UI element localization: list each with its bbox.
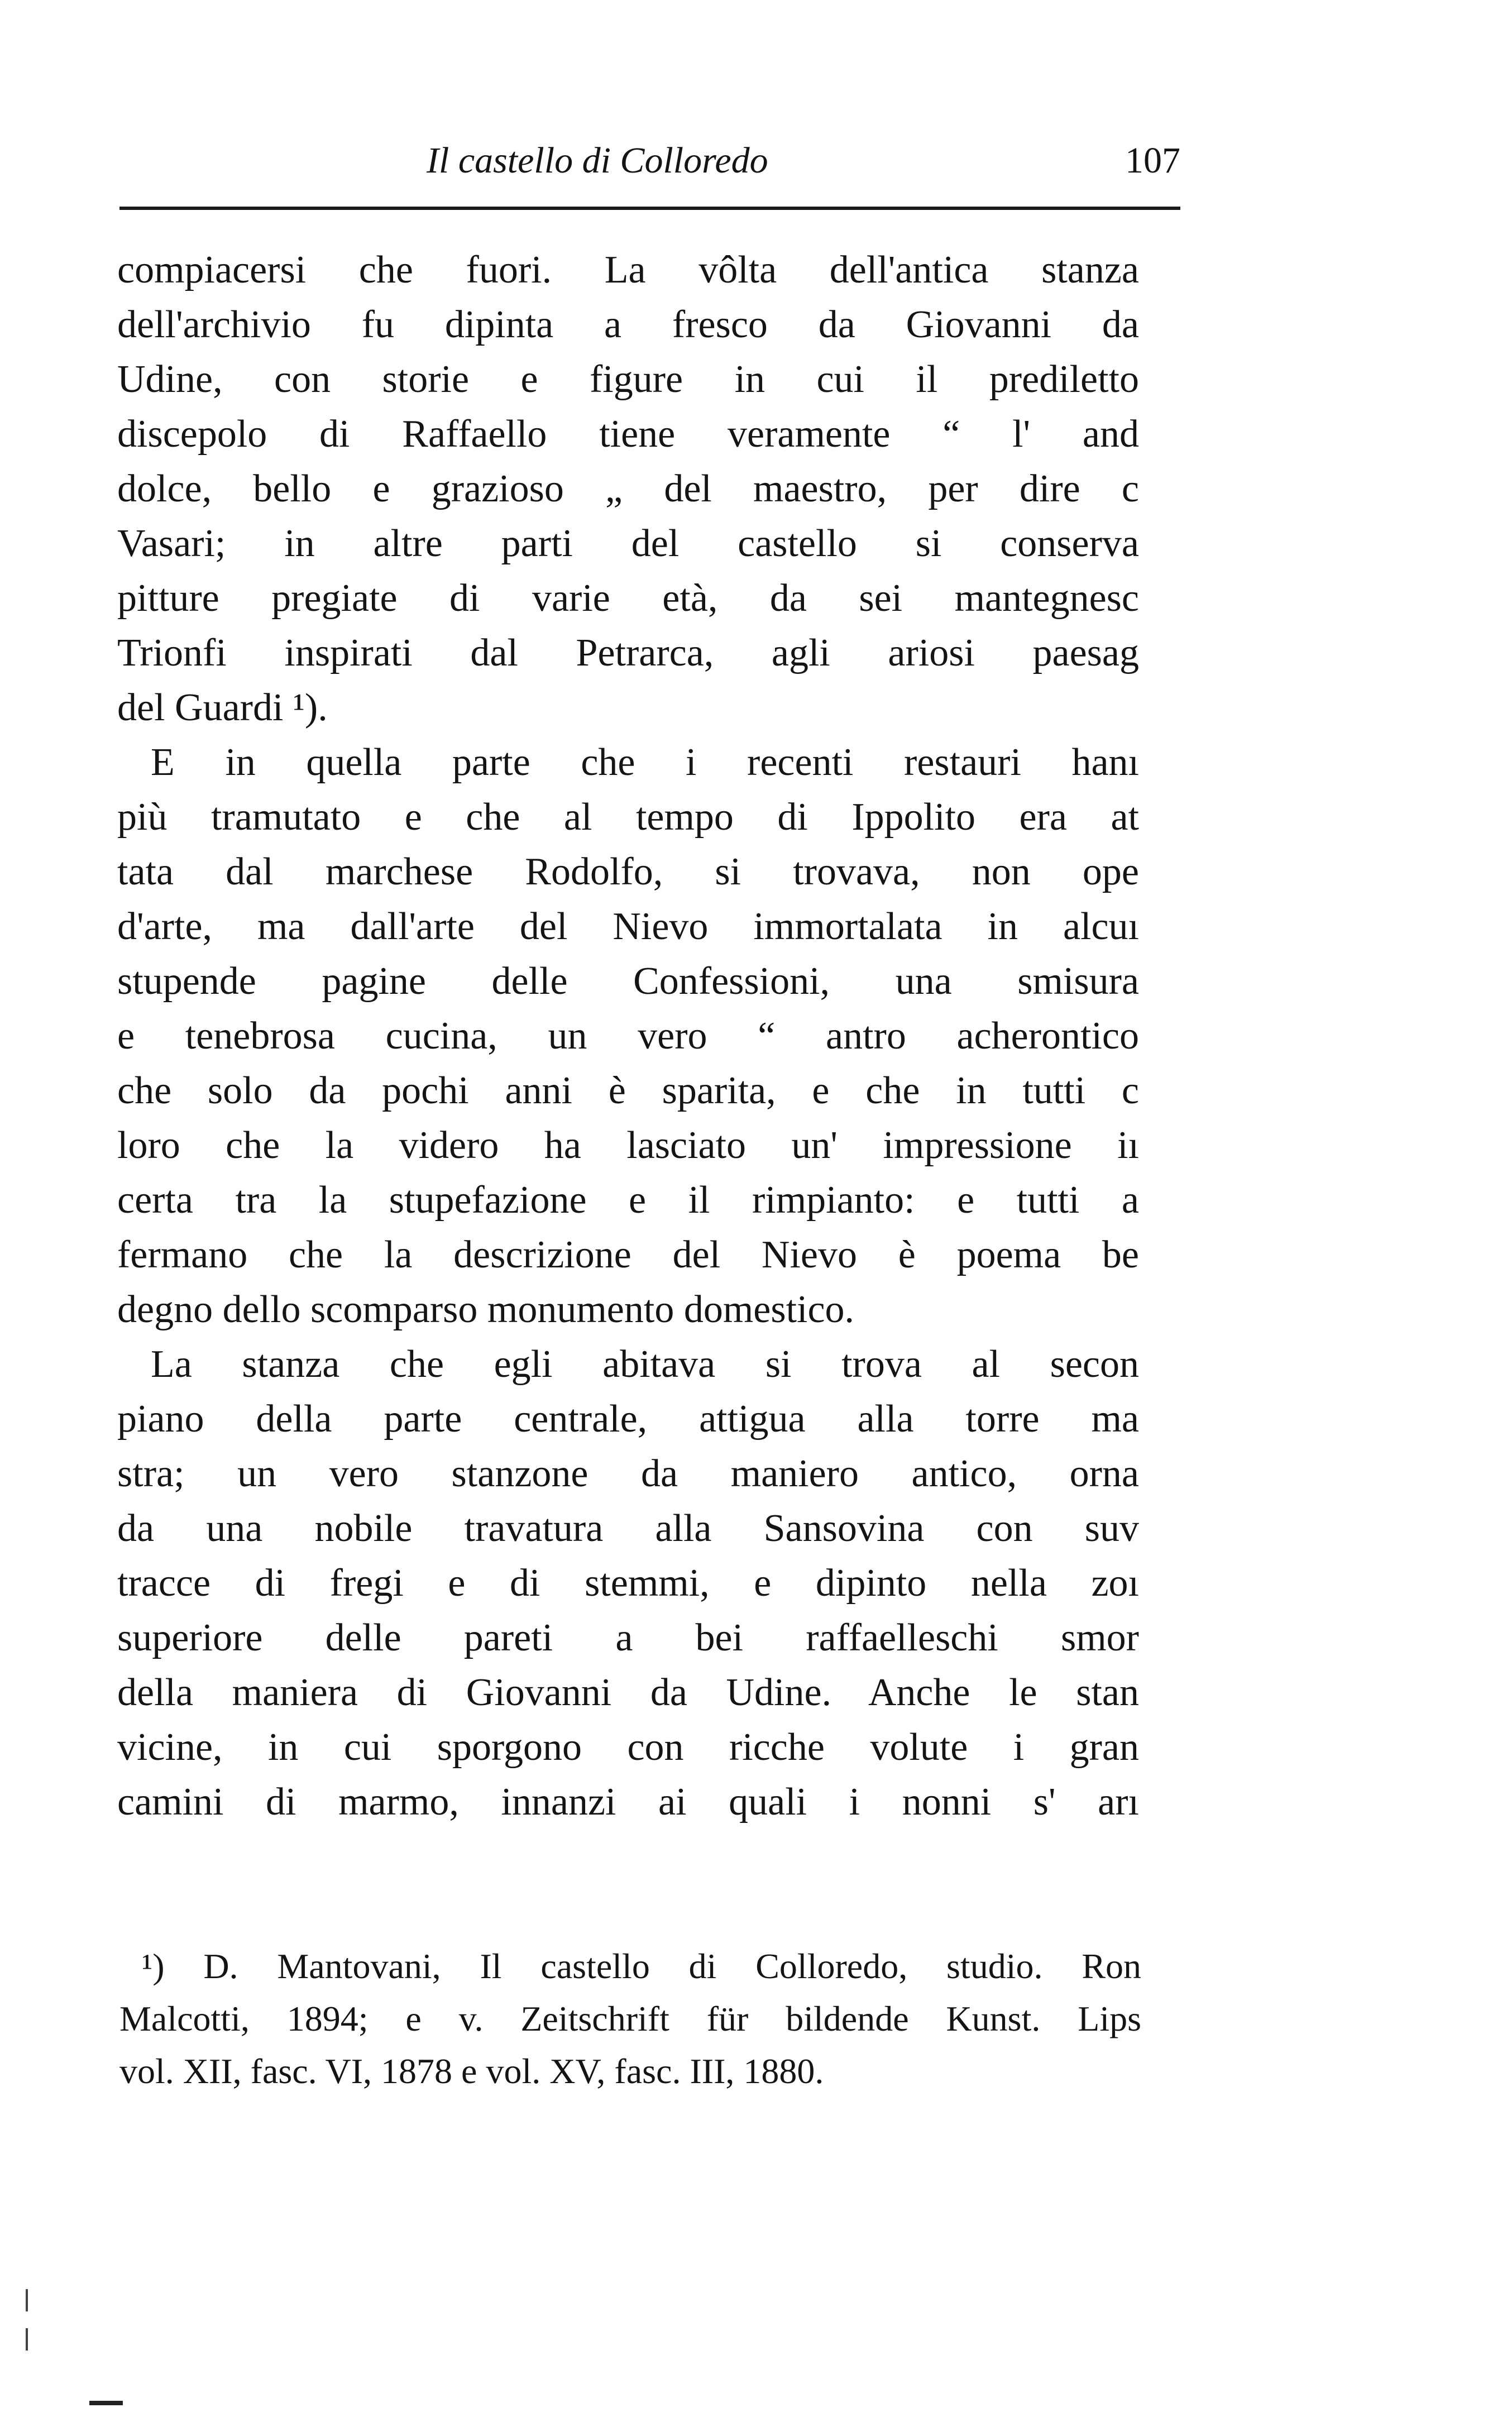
header-rule (119, 207, 1180, 210)
text-line: dolce, bello e grazioso „ del maestro, per dire c (117, 467, 1139, 510)
main-text (117, 243, 1212, 1830)
text-line: d'arte, ma dall'arte del Nievo immortalata in alcuı (117, 905, 1139, 948)
text-line: della maniera di Giovanni da Udine. Anche le stan (117, 1671, 1139, 1714)
text-line: Vasari; in altre parti del castello si conserva (117, 522, 1139, 565)
text-line: Udine, con storie e figure in cui il prediletto (117, 358, 1139, 401)
text-line: compiacersi che fuori. La vôlta dell'antica stanza (117, 248, 1139, 291)
text-line: degno dello scomparso monumento domestico. (117, 1288, 855, 1331)
text-line: e tenebrosa cucina, un vero “ antro acherontico (117, 1014, 1139, 1057)
text-line: certa tra la stupefazione e il rimpianto: e tutti a (117, 1179, 1139, 1222)
text-line: piano della parte centrale, attigua alla torre ma (117, 1397, 1139, 1440)
text-line: stupende pagine delle Confessioni, una smisura (117, 960, 1139, 1003)
text-line: fermano che la descrizione del Nievo è poema be (117, 1233, 1139, 1276)
text-line: tata dal marchese Rodolfo, si trovava, non ope (117, 850, 1139, 893)
text-line: tracce di fregi e di stemmi, e dipinto nella zoı (117, 1562, 1139, 1605)
text-line: vicine, in cui sporgono con ricche volute i gran (117, 1726, 1139, 1769)
scan-mark (26, 2328, 28, 2351)
page-number: 107 (1125, 140, 1180, 181)
footnote-line: vol. XII, fasc. VI, 1878 e vol. XV, fasc. III, 1880. (119, 2051, 824, 2091)
scan-mark (89, 2401, 123, 2405)
text-line: Trionfi inspirati dal Petrarca, agli ariosi paesag (117, 631, 1139, 674)
text-line: superiore delle pareti a bei raffaelleschi smor (117, 1616, 1139, 1659)
text-line: più tramutato e che al tempo di Ippolito era at (117, 796, 1139, 839)
text-line: loro che la videro ha lasciato un' impressione iı (117, 1124, 1139, 1167)
text-line: del Guardi ¹). (117, 686, 328, 729)
footnote-line: Malcotti, 1894; e v. Zeitschrift für bildende Kunst. Lips (119, 1999, 1141, 2038)
text-line: camini di marmo, innanzi ai quali i nonni s' arı (117, 1780, 1139, 1823)
text-line: che solo da pochi anni è sparita, e che in tutti c (117, 1069, 1139, 1112)
running-title: Il castello di Colloredo (427, 140, 768, 181)
text-line: pitture pregiate di varie età, da sei mantegnesc (117, 577, 1139, 620)
text-line: da una nobile travatura alla Sansovina con suv (117, 1507, 1139, 1550)
text-line: E in quella parte che i recenti restauri hanı (151, 741, 1139, 784)
text-line: discepolo di Raffaello tiene veramente “ l' and (117, 413, 1139, 456)
text-line: La stanza che egli abitava si trova al secon (151, 1343, 1139, 1386)
text-line: stra; un vero stanzone da maniero antico, orna (117, 1452, 1139, 1495)
footnotes (119, 1940, 1141, 2098)
scan-mark (26, 2289, 28, 2311)
footnote-line: ¹) D. Mantovani, Il castello di Colloredo, studio. Ron (142, 1946, 1141, 1986)
page-header (119, 138, 1180, 183)
text-line: dell'archivio fu dipinta a fresco da Giovanni da (117, 303, 1139, 346)
